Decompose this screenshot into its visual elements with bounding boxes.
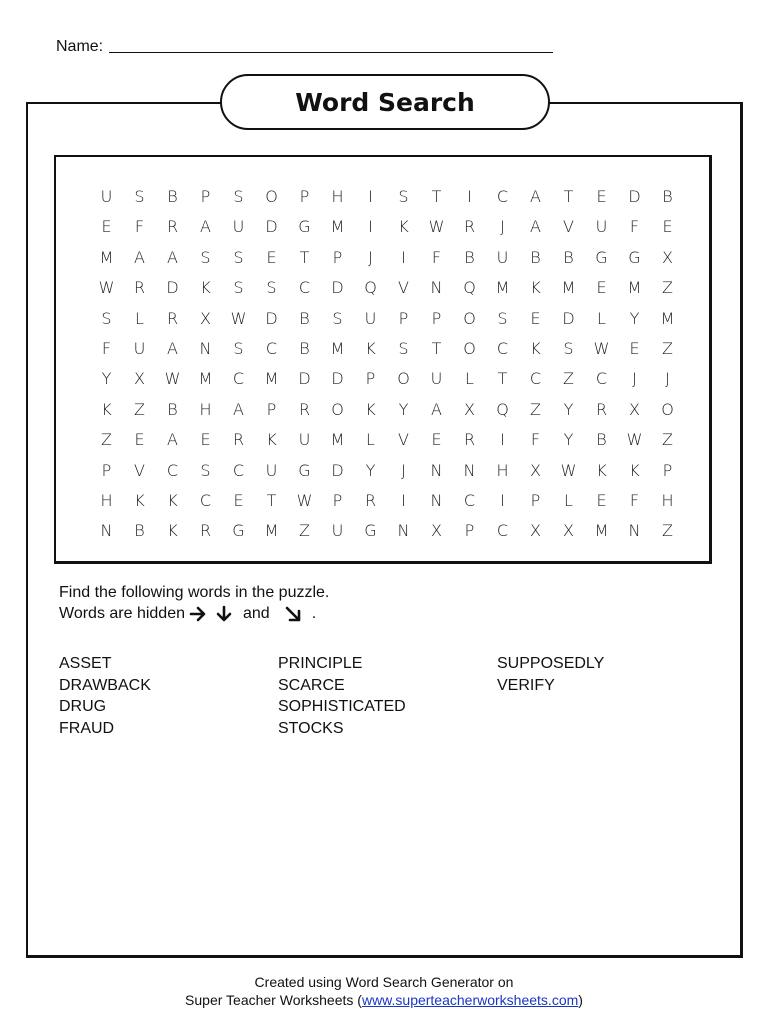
grid-letter: N xyxy=(397,521,410,541)
grid-letter: F xyxy=(629,490,640,510)
grid-letter: O xyxy=(397,369,410,389)
grid-letter: R xyxy=(298,399,311,419)
grid-letter: S xyxy=(266,278,277,298)
down-right-arrow-icon xyxy=(284,605,302,623)
grid-letter: H xyxy=(331,187,344,206)
grid-letter: Q xyxy=(463,278,476,298)
grid-letter: E xyxy=(233,490,244,510)
grid-letter: B xyxy=(134,521,145,541)
grid-letter: W xyxy=(428,217,445,237)
grid-letter: E xyxy=(431,430,442,450)
word-list-item: SOPHISTICATED xyxy=(278,698,406,715)
grid-letter: F xyxy=(101,338,112,358)
grid-letter: G xyxy=(232,521,245,541)
word-list-item: VERIFY xyxy=(497,676,555,694)
grid-letter: A xyxy=(530,187,541,206)
grid-letter: S xyxy=(101,308,112,328)
grid-letter: Z xyxy=(134,399,145,419)
grid-letter: M xyxy=(330,430,345,450)
grid-letter: N xyxy=(430,278,443,298)
down-arrow-icon xyxy=(215,605,233,623)
grid-letter: F xyxy=(431,247,442,267)
grid-letter: G xyxy=(298,460,311,480)
grid-letter: N xyxy=(199,338,212,358)
grid-letter: X xyxy=(629,399,640,419)
grid-letter: E xyxy=(596,278,607,298)
grid-letter: Z xyxy=(662,430,673,450)
grid-letter: L xyxy=(135,308,144,328)
grid-letter: D xyxy=(166,278,179,298)
grid-letter: M xyxy=(330,338,345,358)
grid-letter: J xyxy=(401,460,406,480)
grid-letter: E xyxy=(596,187,607,206)
footer-prefix: Super Teacher Worksheets ( xyxy=(185,992,362,1008)
grid-letter: R xyxy=(133,278,146,298)
grid-letter: W xyxy=(593,338,610,358)
word-list-item: PRINCIPLE xyxy=(278,655,363,672)
grid-letter: L xyxy=(597,308,606,328)
grid-letter: Y xyxy=(563,399,574,419)
grid-letter: X xyxy=(563,521,574,541)
title-banner xyxy=(220,74,550,130)
grid-letter: U xyxy=(232,217,245,237)
grid-letter: M xyxy=(660,308,675,328)
grid-letter: B xyxy=(563,247,574,267)
footer-line-2 xyxy=(0,991,768,1009)
grid-letter: I xyxy=(467,187,472,206)
grid-letter: D xyxy=(298,369,311,389)
grid-letter: A xyxy=(233,399,244,419)
grid-letter: G xyxy=(364,521,377,541)
grid-letter: K xyxy=(365,338,376,358)
grid-letter: B xyxy=(299,308,310,328)
grid-letter: T xyxy=(299,247,310,267)
grid-letter: V xyxy=(563,217,574,237)
grid-letter: I xyxy=(500,430,505,450)
grid-letter: U xyxy=(595,217,608,237)
grid-letter: I xyxy=(368,217,373,237)
grid-letter: U xyxy=(133,338,146,358)
grid-letter: M xyxy=(99,247,114,267)
grid-letter: Z xyxy=(662,521,673,541)
grid-letter: O xyxy=(265,187,278,206)
name-label: Name: xyxy=(56,38,104,55)
grid-letter: A xyxy=(134,247,145,267)
grid-letter: V xyxy=(134,460,145,480)
grid-letter: A xyxy=(431,399,442,419)
grid-letter: G xyxy=(628,247,641,267)
grid-letter: R xyxy=(166,308,179,328)
word-list-item: FRAUD xyxy=(59,719,115,737)
grid-letter: S xyxy=(233,338,244,358)
grid-letter: O xyxy=(463,308,476,328)
grid-letter: E xyxy=(134,430,145,450)
grid-letter: S xyxy=(200,247,211,267)
grid-letter: K xyxy=(101,399,112,419)
grid-letter: F xyxy=(629,217,640,237)
word-list-item: DRAWBACK xyxy=(59,676,151,694)
grid-letter: R xyxy=(166,217,179,237)
grid-letter: M xyxy=(627,278,642,298)
grid-letter: W xyxy=(560,460,577,480)
grid-letter: C xyxy=(199,490,212,510)
grid-letter: A xyxy=(167,338,178,358)
grid-letter: K xyxy=(629,460,640,480)
grid-letter: X xyxy=(662,247,673,267)
grid-letter: N xyxy=(463,460,476,480)
grid-letter: J xyxy=(500,217,505,237)
grid-letter: H xyxy=(100,490,113,510)
grid-letter: Y xyxy=(563,430,574,450)
grid-letter: Z xyxy=(299,521,310,541)
grid-letter: H xyxy=(496,460,509,480)
grid-letter: W xyxy=(230,308,247,328)
grid-letter: S xyxy=(398,338,409,358)
grid-letter: K xyxy=(530,278,541,298)
grid-letter: U xyxy=(496,247,509,267)
grid-letter: L xyxy=(465,369,474,389)
grid-letter: I xyxy=(500,490,505,510)
grid-letter: N xyxy=(430,460,443,480)
grid-letter: T xyxy=(431,187,442,206)
grid-letter: U xyxy=(298,430,311,450)
grid-letter: K xyxy=(596,460,607,480)
grid-letter: B xyxy=(662,187,673,206)
grid-letter: Z xyxy=(101,430,112,450)
letter-grid xyxy=(90,182,684,547)
grid-letter: U xyxy=(100,187,113,206)
grid-letter: X xyxy=(134,369,145,389)
grid-letter: F xyxy=(530,430,541,450)
grid-letter: X xyxy=(431,521,442,541)
grid-letter: H xyxy=(661,490,674,510)
grid-letter: F xyxy=(134,217,145,237)
grid-letter: A xyxy=(167,247,178,267)
grid-letter: L xyxy=(564,490,573,510)
grid-letter: V xyxy=(398,430,409,450)
grid-letter: C xyxy=(496,338,509,358)
footer-suffix: ) xyxy=(578,992,583,1008)
grid-letter: K xyxy=(398,217,409,237)
grid-letter: A xyxy=(530,217,541,237)
grid-letter: Z xyxy=(530,399,541,419)
grid-letter: M xyxy=(495,278,510,298)
grid-letter: C xyxy=(166,460,179,480)
instructions-period: . xyxy=(311,605,317,622)
grid-letter: Q xyxy=(496,399,509,419)
grid-letter: D xyxy=(331,369,344,389)
grid-letter: P xyxy=(332,247,343,267)
word-list-column-3 xyxy=(497,653,604,696)
grid-letter: S xyxy=(200,460,211,480)
grid-letter: D xyxy=(628,187,641,206)
grid-letter: C xyxy=(496,521,509,541)
footer xyxy=(0,973,768,1009)
grid-letter: G xyxy=(595,247,608,267)
grid-letter: Y xyxy=(365,460,376,480)
grid-letter: J xyxy=(368,247,373,267)
grid-letter: C xyxy=(496,187,509,206)
word-list-item: ASSET xyxy=(59,655,112,672)
grid-letter: Z xyxy=(662,278,673,298)
grid-letter: R xyxy=(463,430,476,450)
grid-letter: J xyxy=(665,369,670,389)
grid-letter: O xyxy=(661,399,674,419)
instructions-prefix: Words are hidden xyxy=(59,605,185,622)
grid-letter: P xyxy=(530,490,541,510)
grid-letter: S xyxy=(233,278,244,298)
grid-letter: P xyxy=(365,369,376,389)
grid-letter: O xyxy=(331,399,344,419)
grid-letter: D xyxy=(562,308,575,328)
grid-letter: P xyxy=(299,187,310,206)
grid-letter: A xyxy=(167,430,178,450)
grid-letter: X xyxy=(200,308,211,328)
grid-letter: N xyxy=(100,521,113,541)
grid-letter: X xyxy=(464,399,475,419)
grid-letter: B xyxy=(299,338,310,358)
grid-letter: E xyxy=(200,430,211,450)
grid-letter: K xyxy=(530,338,541,358)
word-list-item: DRUG xyxy=(59,698,107,715)
grid-letter: K xyxy=(200,278,211,298)
grid-letter: D xyxy=(265,217,278,237)
grid-letter: R xyxy=(199,521,212,541)
grid-letter: R xyxy=(463,217,476,237)
grid-letter: B xyxy=(596,430,607,450)
grid-letter: M xyxy=(561,278,576,298)
grid-letter: P xyxy=(200,187,211,206)
grid-letter: U xyxy=(331,521,344,541)
grid-letter: R xyxy=(595,399,608,419)
right-arrow-icon xyxy=(189,605,207,623)
grid-letter: E xyxy=(530,308,541,328)
grid-letter: B xyxy=(530,247,541,267)
grid-letter: I xyxy=(401,490,406,510)
grid-letter: M xyxy=(594,521,609,541)
word-list-column-1 xyxy=(59,653,151,739)
grid-letter: L xyxy=(366,430,375,450)
grid-letter: M xyxy=(198,369,213,389)
grid-letter: E xyxy=(596,490,607,510)
grid-letter: B xyxy=(167,187,178,206)
grid-letter: Y xyxy=(398,399,409,419)
grid-letter: S xyxy=(233,187,244,206)
grid-letter: C xyxy=(298,278,311,298)
grid-letter: M xyxy=(264,369,279,389)
grid-letter: U xyxy=(364,308,377,328)
grid-letter: T xyxy=(266,490,277,510)
grid-letter: G xyxy=(298,217,311,237)
grid-letter: K xyxy=(167,521,178,541)
grid-letter: I xyxy=(368,187,373,206)
grid-letter: Z xyxy=(662,338,673,358)
grid-letter: E xyxy=(101,217,112,237)
grid-letter: D xyxy=(265,308,278,328)
grid-letter: K xyxy=(266,430,277,450)
grid-letter: A xyxy=(200,217,211,237)
grid-letter: P xyxy=(662,460,673,480)
grid-letter: S xyxy=(497,308,508,328)
grid-letter: C xyxy=(595,369,608,389)
footer-line-1: Created using Word Search Generator on xyxy=(254,974,514,990)
footer-link[interactable]: www.superteacherworksheets.com xyxy=(361,992,579,1008)
grid-letter: P xyxy=(431,308,442,328)
word-list-item: SUPPOSEDLY xyxy=(497,655,605,672)
grid-letter: P xyxy=(398,308,409,328)
grid-letter: Y xyxy=(629,308,640,328)
grid-letter: P xyxy=(464,521,475,541)
grid-letter: T xyxy=(497,369,508,389)
grid-letter: C xyxy=(232,460,245,480)
grid-letter: B xyxy=(464,247,475,267)
grid-letter: C xyxy=(529,369,542,389)
grid-letter: D xyxy=(331,278,344,298)
grid-letter: O xyxy=(463,338,476,358)
grid-letter: W xyxy=(164,369,181,389)
grid-letter: D xyxy=(331,460,344,480)
grid-letter: P xyxy=(332,490,343,510)
grid-letter: I xyxy=(401,247,406,267)
grid-letter: K xyxy=(365,399,376,419)
grid-letter: B xyxy=(167,399,178,419)
grid-letter: M xyxy=(330,217,345,237)
instructions-line-1: Find the following words in the puzzle. xyxy=(59,584,330,601)
grid-letter: X xyxy=(530,460,541,480)
grid-letter: C xyxy=(463,490,476,510)
grid-letter: U xyxy=(265,460,278,480)
grid-letter: P xyxy=(266,399,277,419)
word-list-item: SCARCE xyxy=(278,676,345,694)
grid-letter: M xyxy=(264,521,279,541)
page-title: Word Search xyxy=(295,87,475,117)
grid-letter: S xyxy=(398,187,409,206)
grid-letter: N xyxy=(430,490,443,510)
grid-letter: H xyxy=(199,399,212,419)
grid-letter: J xyxy=(632,369,637,389)
grid-letter: S xyxy=(563,338,574,358)
grid-letter: S xyxy=(134,187,145,206)
grid-letter: E xyxy=(662,217,673,237)
grid-letter: K xyxy=(134,490,145,510)
grid-letter: W xyxy=(626,430,643,450)
word-list-item: STOCKS xyxy=(278,719,344,737)
grid-letter: T xyxy=(563,187,574,206)
word-list-column-2 xyxy=(278,653,406,739)
grid-letter: W xyxy=(296,490,313,510)
grid-letter: S xyxy=(233,247,244,267)
name-row xyxy=(56,38,553,56)
grid-letter: K xyxy=(167,490,178,510)
grid-letter: U xyxy=(430,369,443,389)
grid-letter: Q xyxy=(364,278,377,298)
grid-letter: N xyxy=(628,521,641,541)
grid-letter: C xyxy=(232,369,245,389)
grid-letter: Y xyxy=(101,369,112,389)
grid-letter: E xyxy=(266,247,277,267)
grid-letter: R xyxy=(364,490,377,510)
grid-letter: S xyxy=(332,308,343,328)
grid-letter: W xyxy=(98,278,115,298)
grid-letter: E xyxy=(629,338,640,358)
grid-letter: Z xyxy=(563,369,574,389)
instructions-line-2 xyxy=(59,604,316,624)
grid-letter: X xyxy=(530,521,541,541)
grid-letter: C xyxy=(265,338,278,358)
grid-letter: T xyxy=(431,338,442,358)
grid-letter: V xyxy=(398,278,409,298)
instructions-and: and xyxy=(243,605,270,622)
grid-letter: P xyxy=(101,460,112,480)
name-blank-line xyxy=(109,51,553,53)
grid-letter: R xyxy=(232,430,245,450)
